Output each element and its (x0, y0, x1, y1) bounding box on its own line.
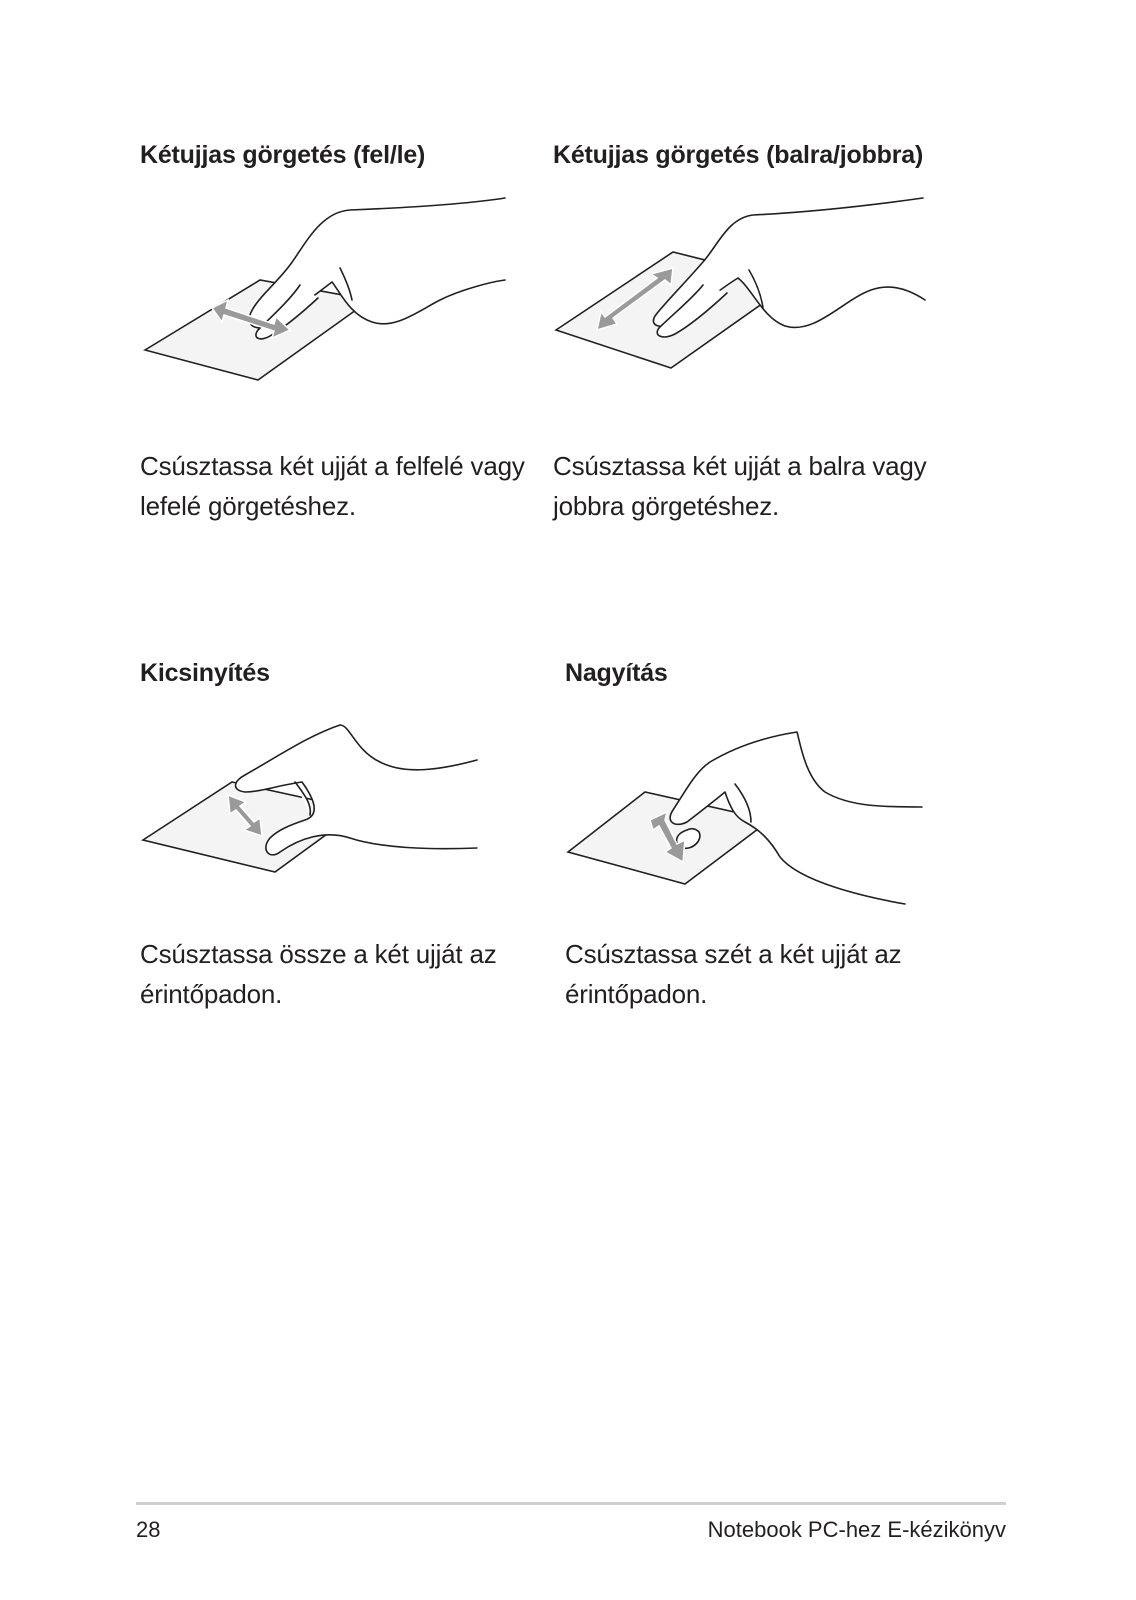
description-scroll-up-down: Csúsztassa két ujját a felfelé vagy lefelé görgetéshez. (140, 451, 525, 521)
footer-title: Notebook PC-hez E-kézikönyv (707, 1517, 1006, 1542)
heading-scroll-left-right: Kétujjas görgetés (balra/jobbra) (553, 141, 924, 169)
two-finger-scroll-up-down-icon (140, 190, 520, 390)
description-scroll-left-right: Csúsztassa két ujját a balra vagy jobbra görgetéshez. (553, 451, 927, 521)
description-pinch: Csúsztassa össze a két ujját az érintőpadon. (140, 939, 497, 1009)
heading-scroll-up-down: Kétujjas görgetés (fel/le) (140, 141, 426, 169)
footer-divider (136, 1502, 1006, 1505)
spread-zoom-in-icon (565, 722, 925, 912)
heading-spread: Nagyítás (565, 659, 668, 687)
page-number: 28 (136, 1517, 161, 1542)
pinch-zoom-out-icon (140, 720, 480, 880)
description-spread: Csúsztassa szét a két ujját az érintőpadon. (565, 939, 902, 1009)
two-finger-scroll-left-right-icon (553, 190, 943, 380)
heading-pinch: Kicsinyítés (140, 659, 270, 687)
